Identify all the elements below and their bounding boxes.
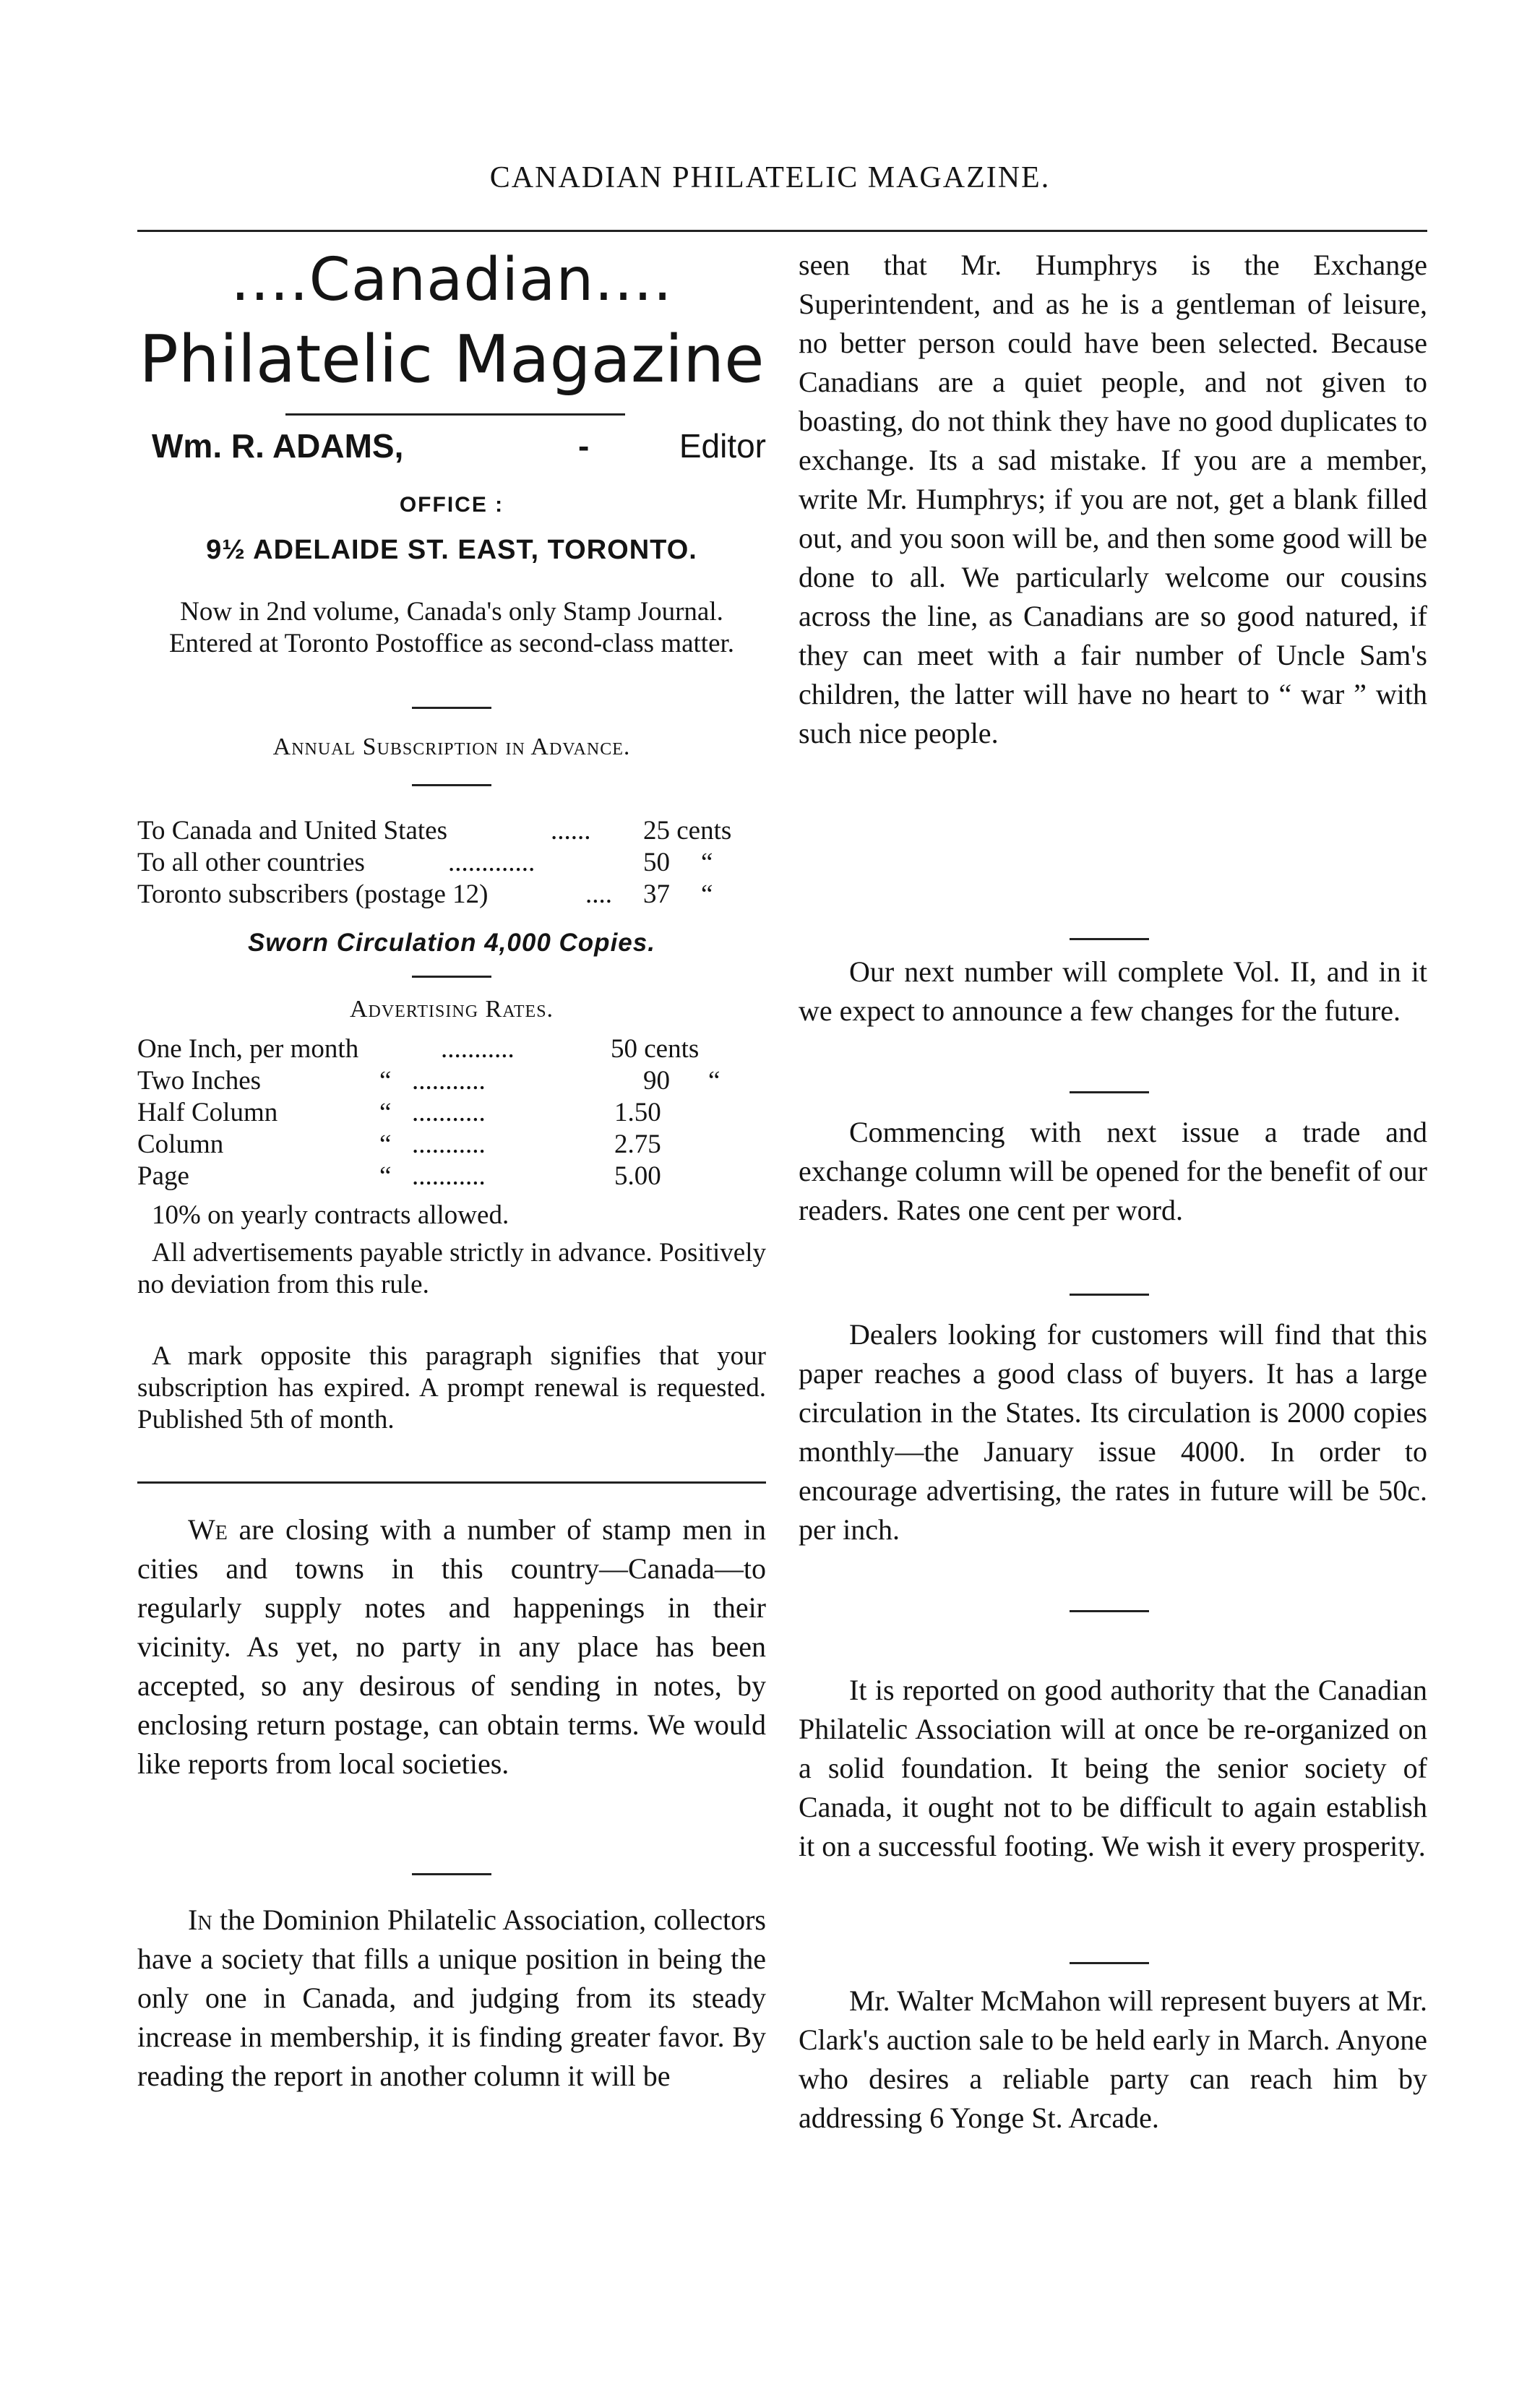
article-dealers: Dealers looking for customers will find that this paper reaches a good class of buyers. It has a large circulation in the States. Its circulation is 2000 copies monthly—the January issue 4000. In order to encourage advertising, the rates in future will be 50c. per inch. [799, 1318, 1427, 1546]
divider-rule [1070, 938, 1149, 940]
divider-rule [412, 784, 491, 786]
article-cpa-reorganized: It is reported on good authority that the Canadian Philatelic Association will at once be re-organized on a solid foundation. It being the senior society of Canada, it ought not to be difficult to again establish it on a successful footing. We wish it every prosperity. [799, 1674, 1427, 1862]
divider-rule [1070, 1962, 1149, 1964]
office-address: 9½ ADELAIDE ST. EAST, TORONTO. [206, 535, 697, 565]
expiry-note: A mark opposite this paragraph signifies that your subscription has expired. A prompt renewal is requested. Published 5th of month. [137, 1341, 766, 1434]
article-correspondents: We are closing with a number of stamp men in cities and towns in this country—Canada—to regularly supply notes and happenings in their vicinity. As yet, no party in any place has been accepted, so any desirous of sending in notes, by enclosing return postage, can obtain terms. We would like reports from local societies. [137, 1513, 766, 1780]
masthead-rule [285, 413, 625, 416]
article-next-number: Our next number will complete Vol. II, and in it we expect to announce a few changes for the future. [799, 955, 1427, 1027]
publication-notice: Now in 2nd volume, Canada's only Stamp Journal. Entered at Toronto Postoffice as second-class matter. [168, 597, 735, 658]
article-dominion-association: In the Dominion Philatelic Association, collectors have a society that fills a unique position in being the only one in Canada, and judging from its steady increase in membership, it is finding greater favor. By reading the report in another column it will be [137, 1903, 766, 2092]
divider-rule [1070, 1294, 1149, 1296]
divider-rule [412, 707, 491, 709]
divider-rule [412, 1873, 491, 1875]
article-lead: In [188, 1903, 212, 1936]
article-trade-column: Commencing with next issue a trade and exchange column will be opened for the benefit of our readers. Rates one cent per word. [799, 1116, 1427, 1226]
sworn-circulation: Sworn Circulation 4,000 Copies. [248, 929, 655, 957]
payable-note: All advertisements payable strictly in advance. Positively no deviation from this rule. [137, 1238, 766, 1299]
masthead-title-line1: ....Canadian.... [231, 246, 673, 314]
masthead-title-line2: Philatelic Magazine [139, 322, 765, 397]
running-head: CANADIAN PHILATELIC MAGAZINE. [489, 161, 1051, 194]
editor-title: Editor [679, 427, 766, 465]
header-rule [137, 230, 1427, 232]
editor-name: Wm. R. ADAMS, [152, 427, 404, 465]
column-rule [137, 1481, 766, 1484]
editor-dash: - [578, 427, 590, 465]
article-exchange-superintendent: seen that Mr. Humphrys is the Exchange Superintendent, and as he is a gentleman of leisure, no better person could have been selected. Because Canadians are a quiet people, and not given to boasting, do not think they have no good duplicates to exchange. Its a sad mistake. If you are a member, write Mr. Humphrys; if you are not, get a blank filled out, and you soon will be, and then some good will be done to all. We particularly welcome our cousins across the line, as Canadians are so good natured, if they can meet with a fair number of Uncle Sam's children, the latter will have no heart to “ war ” with such nice people. [799, 249, 1427, 749]
article-lead: We [188, 1513, 228, 1546]
divider-rule [1070, 1091, 1149, 1093]
discount-note: 10% on yearly contracts allowed. [152, 1200, 509, 1230]
office-label: OFFICE : [399, 493, 504, 517]
article-mcmahon-auction: Mr. Walter McMahon will represent buyers at Mr. Clark's auction sale to be held early in March. Anyone who desires a reliable party can reach him by addressing 6 Yonge St. Arcade. [799, 1984, 1427, 2134]
divider-rule [1070, 1610, 1149, 1612]
subscription-heading: Annual Subscription in Advance. [272, 733, 631, 760]
advertising-heading: Advertising Rates. [349, 996, 554, 1023]
divider-rule [412, 976, 491, 978]
